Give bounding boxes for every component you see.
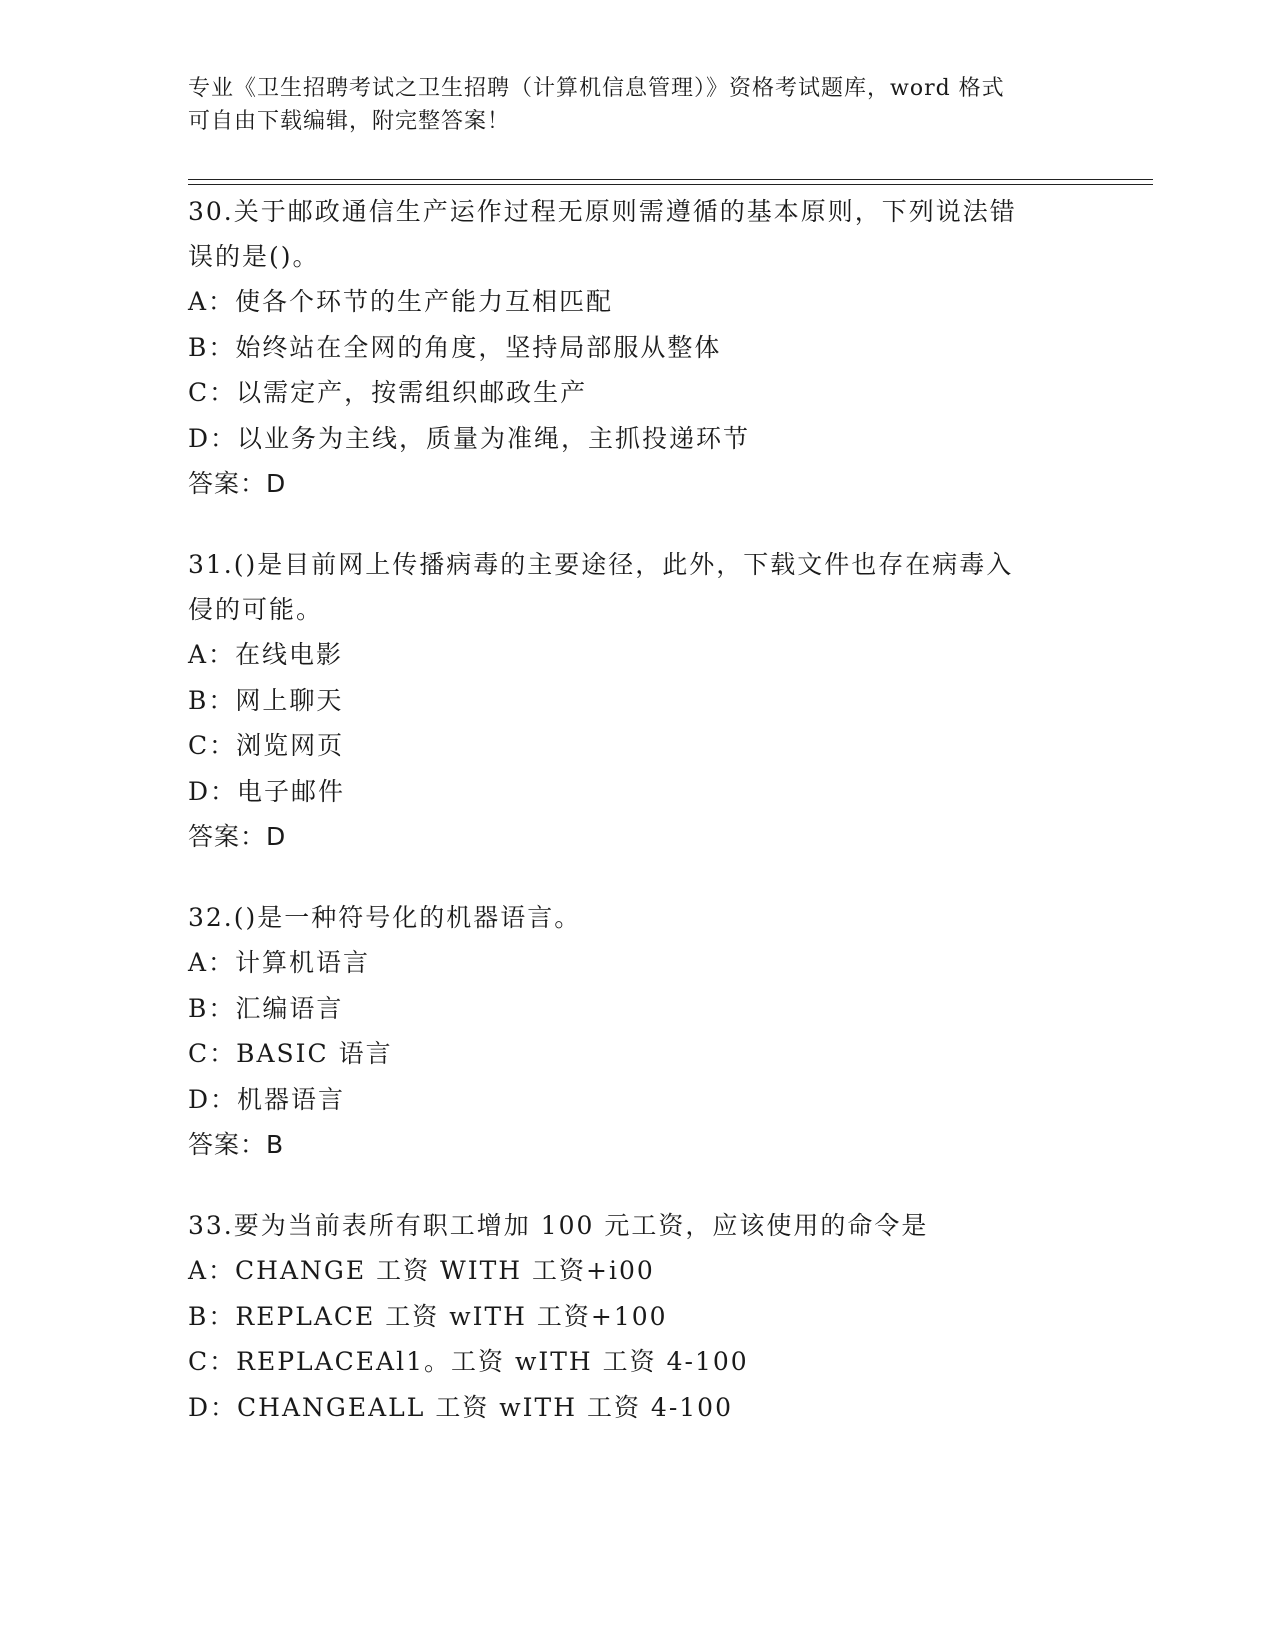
option-d: D：以业务为主线，质量为准绳，主抓投递环节 [188, 423, 751, 453]
header-divider [188, 179, 1153, 180]
question-31 [188, 542, 1088, 859]
option-c: C：BASIC 语言 [188, 1039, 393, 1068]
option-a: A：计算机语言 [188, 948, 371, 977]
stem-line: 侵的可能。 [188, 595, 324, 624]
header-line-1: 专业《卫生招聘考试之卫生招聘（计算机信息管理）》资格考试题库，word 格式 [188, 76, 1005, 101]
option-d: D：电子邮件 [188, 776, 346, 806]
question-33 [188, 1203, 1088, 1430]
option-b: B：网上聊天 [188, 685, 344, 715]
option-a: A：CHANGE 工资 WITH 工资+i00 [188, 1256, 655, 1285]
document-header [188, 72, 1088, 138]
question-stem [188, 895, 1088, 940]
question-list [188, 189, 1088, 1466]
stem-line: 误的是()。 [188, 242, 320, 271]
option-c: C：浏览网页 [188, 731, 345, 760]
answer-label: 答案：D [188, 469, 287, 498]
question-30 [188, 189, 1088, 506]
stem-line: 32.()是一种符号化的机器语言。 [188, 903, 582, 932]
stem-line: 33.要为当前表所有职工增加 100 元工资，应该使用的命令是 [188, 1211, 929, 1240]
option-c: C：REPLACEAl1。工资 wITH 工资 4-100 [188, 1347, 749, 1376]
option-b: B：汇编语言 [188, 993, 344, 1023]
stem-line: 31.()是目前网上传播病毒的主要途径，此外，下载文件也存在病毒入 [188, 550, 1014, 579]
header-line-2: 可自由下载编辑，附完整答案！ [188, 109, 511, 134]
option-a: A：使各个环节的生产能力互相匹配 [188, 287, 614, 316]
option-d: D：CHANGEALL 工资 wITH 工资 4-100 [188, 1392, 733, 1422]
question-stem [188, 1203, 1088, 1248]
option-a: A：在线电影 [188, 640, 344, 669]
question-stem [188, 542, 1088, 632]
question-stem [188, 189, 1088, 279]
option-d: D：机器语言 [188, 1084, 346, 1114]
answer-label: 答案：B [188, 1130, 285, 1159]
header-divider-double [188, 184, 1153, 185]
option-b: B：REPLACE 工资 wITH 工资+100 [188, 1301, 668, 1331]
question-32 [188, 895, 1088, 1167]
answer-label: 答案：D [188, 822, 287, 851]
option-c: C：以需定产，按需组织邮政生产 [188, 378, 588, 407]
option-b: B：始终站在全网的角度，坚持局部服从整体 [188, 332, 722, 362]
stem-line: 30.关于邮政通信生产运作过程无原则需遵循的基本原则，下列说法错 [188, 197, 1017, 226]
